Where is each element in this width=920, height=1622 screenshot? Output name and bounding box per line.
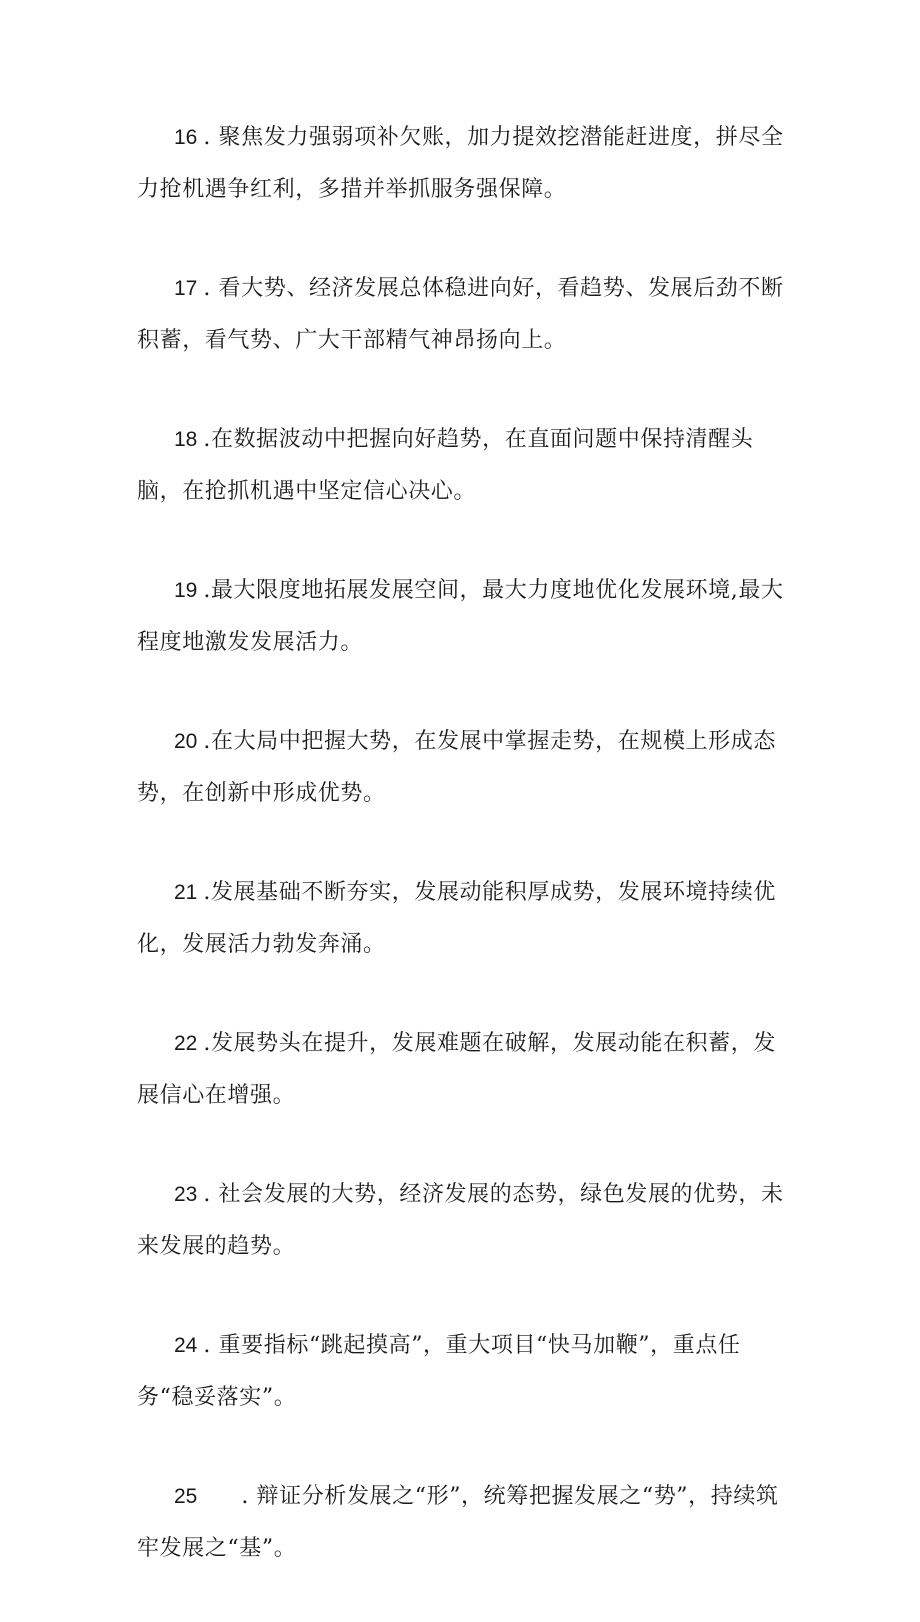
item-number: 25	[174, 1485, 198, 1508]
item-number: 24	[174, 1334, 198, 1357]
item-number: 20	[174, 730, 198, 753]
item-text: . 社会发展的大势，经济发展的态势，绿色发展的优势，未来发展的趋势。	[137, 1182, 784, 1259]
item-number: 23	[174, 1183, 198, 1206]
item-text: .最大限度地拓展发展空间，最大力度地优化发展环境,最大程度地激发发展活力。	[137, 578, 784, 655]
item-text: .发展基础不断夯实，发展动能积厚成势，发展环境持续优化，发展活力勃发奔涌。	[137, 880, 776, 957]
item-text: .在数据波动中把握向好趋势，在直面问题中保持清醒头脑，在抢抓机遇中坚定信心决心。	[137, 427, 754, 504]
item-number: 21	[174, 881, 198, 904]
item-text: . 重要指标“跳起摸高”，重大项目“快马加鞭”，重点任务“稳妥落实”。	[137, 1333, 741, 1410]
list-item	[137, 565, 793, 669]
list-item	[137, 1471, 793, 1575]
item-text: .在大局中把握大势，在发展中掌握走势，在规模上形成态势，在创新中形成优势。	[137, 729, 776, 806]
item-text: . 看大势、经济发展总体稳进向好，看趋势、发展后劲不断积蓄，看气势、广大干部精气神昂扬向上。	[137, 276, 784, 353]
list-item	[137, 1320, 793, 1424]
list-item	[137, 414, 793, 518]
item-number: 18	[174, 428, 198, 451]
item-text: .发展势头在提升，发展难题在破解，发展动能在积蓄，发展信心在增强。	[137, 1031, 776, 1108]
list-item	[137, 716, 793, 820]
item-number: 22	[174, 1032, 198, 1055]
item-number: 16	[174, 126, 198, 149]
numbered-list	[137, 112, 793, 1622]
list-item	[137, 1018, 793, 1122]
list-item	[137, 1169, 793, 1273]
item-text: . 聚焦发力强弱项补欠账，加力提效挖潜能赶进度，拼尽全力抢机遇争红利，多措并举抓服务强保障。	[137, 125, 784, 202]
item-number: 19	[174, 579, 198, 602]
list-item	[137, 867, 793, 971]
list-item	[137, 263, 793, 367]
item-number: 17	[174, 277, 198, 300]
item-text: . 辩证分析发展之“形”，统筹把握发展之“势”，持续筑牢发展之“基”。	[137, 1484, 779, 1561]
list-item	[137, 112, 793, 216]
